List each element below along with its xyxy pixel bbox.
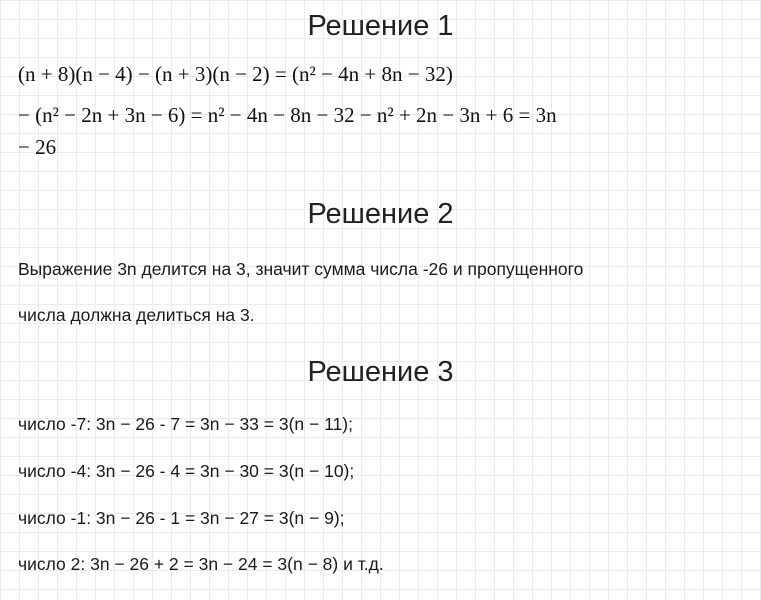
solution-3-row-2: число -4: 3n − 26 - 4 = 3n − 30 = 3(n − 10); <box>18 461 355 481</box>
solution-1-line-1-text: (n + 8)(n − 4) − (n + 3)(n − 2) = (n² − 4n + 8n − 32) <box>18 62 453 86</box>
solution-1-line-2-text: − (n² − 2n + 3n − 6) = n² − 4n − 8n − 32 − n² + 2n − 3n + 6 = 3n <box>18 103 557 127</box>
solution-3-row-3: число -1: 3n − 26 - 1 = 3n − 27 = 3(n − 9); <box>18 508 345 528</box>
heading-solution-3: Решение 3 <box>307 356 454 388</box>
heading-solution-2: Решение 2 <box>307 198 454 230</box>
solution-2-line-2: числа должна делиться на 3. <box>18 305 255 325</box>
solution-1-line-3-text: − 26 <box>18 135 57 159</box>
solution-1-line-1 <box>18 62 453 87</box>
solution-1-line-2 <box>18 103 557 128</box>
heading-solution-1: Решение 1 <box>307 10 454 42</box>
solution-1-line-3 <box>18 135 56 160</box>
solution-2-line-1: Выражение 3n делится на 3, значит сумма числа -26 и пропущенного <box>18 259 584 279</box>
solution-3-row-1: число -7: 3n − 26 - 7 = 3n − 33 = 3(n − 11); <box>18 414 353 434</box>
solution-3-row-4: число 2: 3n − 26 + 2 = 3n − 24 = 3(n − 8) и т.д. <box>18 554 384 574</box>
